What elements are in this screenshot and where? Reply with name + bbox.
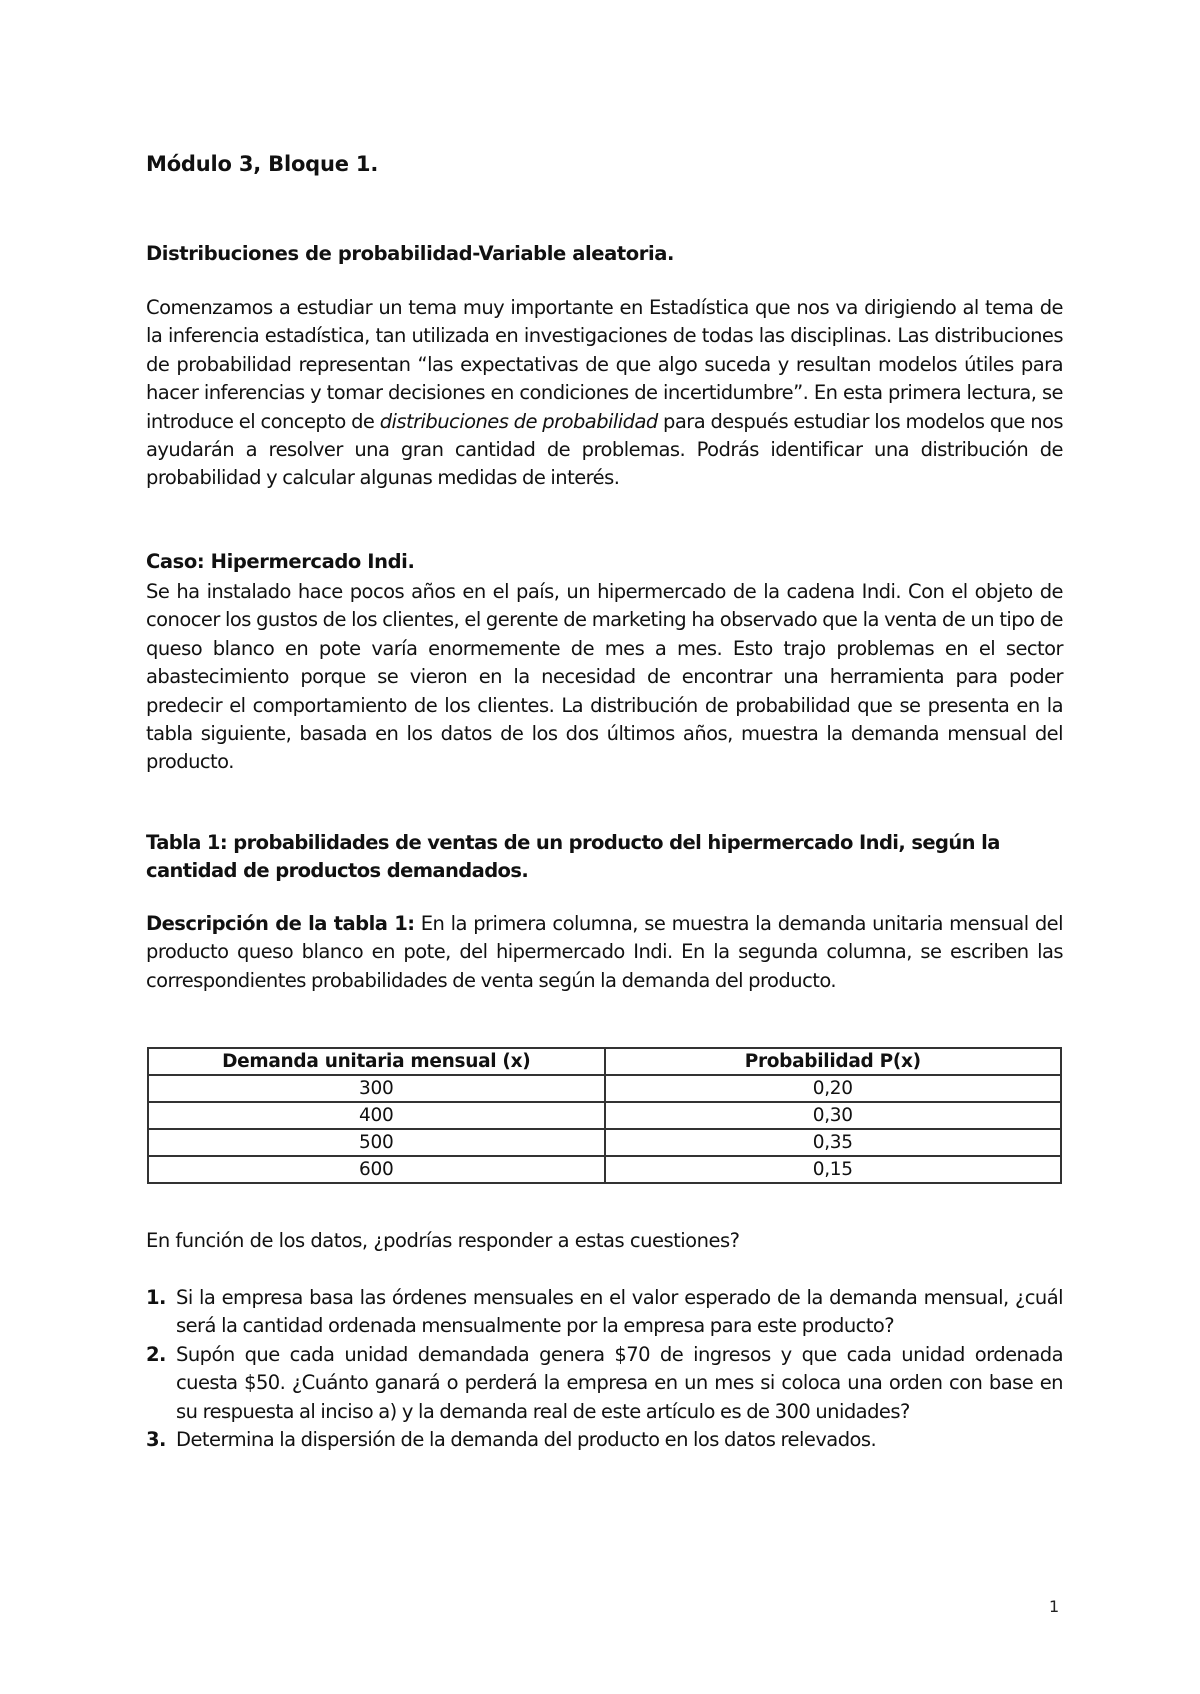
table-row	[148, 1102, 1061, 1129]
table-row	[148, 1156, 1061, 1183]
page-number: 1	[1049, 1597, 1060, 1616]
questions-list	[146, 1284, 1063, 1454]
table-row	[148, 1129, 1061, 1156]
header-probability: Probabilidad P(x)	[605, 1048, 1062, 1075]
intro-text-end: para después estudiar los modelos que nos ayudarán a resolver una gran cantidad de problemas. Podrás identificar una distribución de probabilidad y calcular algunas medidas de interés.	[146, 409, 1063, 490]
table-caption: Tabla 1: probabilidades de ventas de un producto del hipermercado Indi, según la cantidad de productos demandados.	[146, 831, 1000, 883]
list-item	[146, 1341, 1063, 1426]
table-header-row	[148, 1048, 1061, 1075]
cell-demand: 600	[148, 1156, 605, 1183]
case-paragraph: Se ha instalado hace pocos años en el país, un hipermercado de la cadena Indi. Con el objeto de conocer los gustos de los clientes, el gerente de marketing ha observado que la venta de un tipo de queso blanco en pote varía enormemente de mes a mes. Esto trajo problemas en el sector abastecimiento porque se vieron en la necesidad de encontrar una herramienta para poder predecir el comportamiento de los clientes. La distribución de probabilidad que se presenta en la tabla siguiente, basada en los datos de los dos últimos años, muestra la demanda mensual del producto.	[146, 580, 1063, 774]
probability-table	[147, 1047, 1062, 1184]
case-title: Caso: Hipermercado Indi.	[146, 550, 415, 573]
intro-paragraph	[146, 294, 1063, 493]
intro-italic-term: distribuciones de probabilidad	[379, 409, 658, 433]
list-item	[146, 1284, 1063, 1341]
table-row	[148, 1075, 1061, 1102]
cell-probability: 0,15	[605, 1156, 1062, 1183]
section-subtitle: Distribuciones de probabilidad-Variable aleatoria.	[146, 242, 675, 265]
cell-demand: 300	[148, 1075, 605, 1102]
cell-probability: 0,20	[605, 1075, 1062, 1102]
question-number: 3.	[146, 1428, 166, 1452]
cell-demand: 500	[148, 1129, 605, 1156]
table-description-label: Descripción de la tabla 1:	[146, 912, 415, 935]
question-number: 2.	[146, 1342, 166, 1366]
cell-probability: 0,35	[605, 1129, 1062, 1156]
question-text: Si la empresa basa las órdenes mensuales en el valor esperado de la demanda mensual, ¿cuál será la cantidad ordenada mensualmente por la empresa para este producto?	[176, 1286, 1063, 1338]
question-text: Supón que cada unidad demandada genera $70 de ingresos y que cada unidad ordenada cuesta $50. ¿Cuánto ganará o perderá la empresa en un mes si coloca una orden con base en su respuesta al inciso a) y la demanda real de este artículo es de 300 unidades?	[176, 1342, 1063, 1423]
intro-text-start: Comenzamos a estudiar un tema muy importante en Estadística que nos va dirigiendo al tema de la inferencia estadística, tan utilizada en investigaciones de todas las disciplinas. Las distribuciones de probabilidad representan “las expectativas de que algo suceda y resultan modelos útiles para hacer inferencias y tomar decisiones en condiciones de incertidumbre”. En esta primera lectura, se introduce el concepto de	[146, 296, 1063, 433]
document-title: Módulo 3, Bloque 1.	[146, 152, 379, 176]
cell-demand: 400	[148, 1102, 605, 1129]
list-item	[146, 1426, 1063, 1454]
table-description	[146, 910, 1063, 995]
header-demand: Demanda unitaria mensual (x)	[148, 1048, 605, 1075]
questions-prompt: En función de los datos, ¿podrías responder a estas cuestiones?	[146, 1229, 740, 1252]
cell-probability: 0,30	[605, 1102, 1062, 1129]
question-number: 1.	[146, 1286, 166, 1309]
table-description-text: En la primera columna, se muestra la demanda unitaria mensual del producto queso blanco en pote, del hipermercado Indi. En la segunda columna, se escriben las correspondientes probabilidades de venta según la demanda del producto.	[146, 912, 1063, 992]
question-text: Determina la dispersión de la demanda del producto en los datos relevados.	[176, 1428, 877, 1452]
